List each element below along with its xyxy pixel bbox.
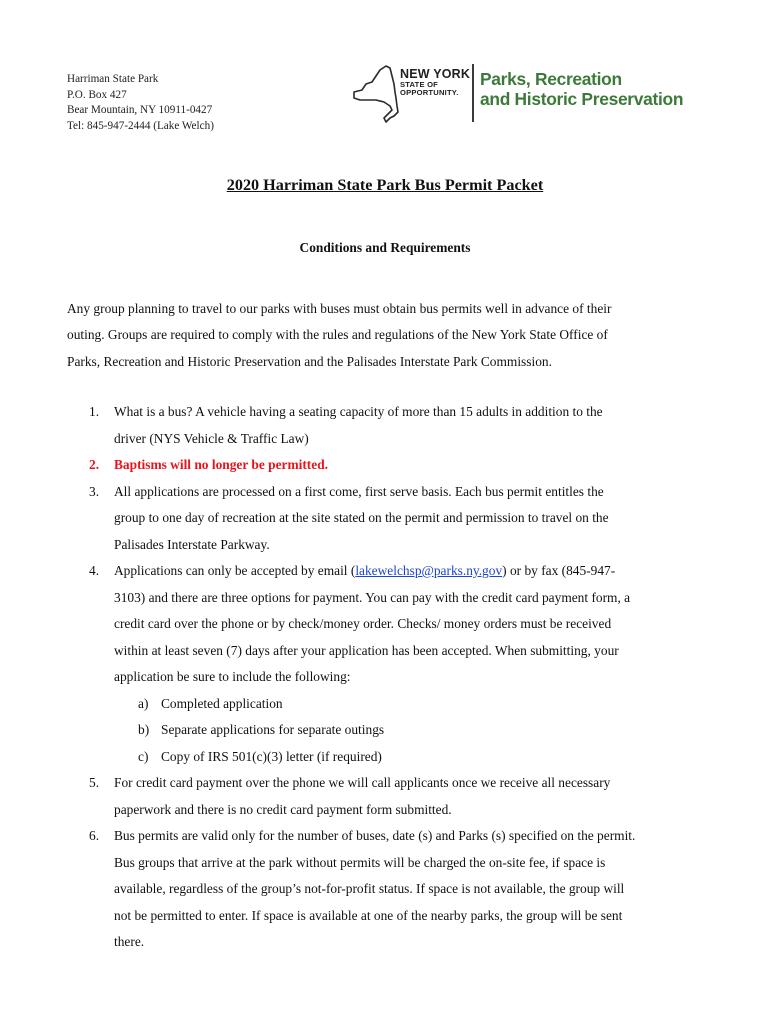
agency-name: [480, 69, 683, 109]
item-text: ) or by fax (845-947-: [502, 563, 616, 578]
item-line: available, regardless of the group’s not-for-profit status. If space is not available, the group will: [114, 881, 625, 896]
item-line: [114, 558, 717, 585]
intro-line: outing. Groups are required to comply with the rules and regulations of the New York State Office of: [67, 327, 608, 343]
intro-line: Parks, Recreation and Historic Preservation and the Palisades Interstate Park Commission.: [67, 353, 552, 369]
item-number: 6.: [89, 828, 100, 843]
sub-item-text: Separate applications for separate outings: [161, 722, 385, 737]
item-number: 3.: [89, 483, 100, 499]
sub-item-text: Completed application: [161, 695, 283, 711]
item-line: Bus groups that arrive at the park without permits will be charged the on-site fee, if space is: [114, 854, 606, 870]
park-address: [67, 72, 214, 134]
item-line: not be permitted to enter. If space is available at one of the nearby parks, the group will be sent: [114, 907, 623, 923]
item-line: 3103) and there are three options for payment. You can pay with the credit card payment form, a: [114, 589, 631, 605]
requirements-list: [67, 399, 717, 956]
address-po-box: P.O. Box 427: [67, 88, 127, 101]
agency-line-1: Parks, Recreation: [480, 69, 622, 89]
sub-item-text: Copy of IRS 501(c)(3) letter (if required): [161, 748, 382, 764]
item-number: 4.: [89, 563, 100, 578]
opportunity-label: OPPORTUNITY.: [400, 88, 459, 98]
item-number: 1.: [89, 404, 100, 419]
sub-item-letter: b): [138, 722, 150, 737]
list-item: [67, 823, 717, 956]
item-line: application be sure to include the following:: [114, 669, 351, 684]
address-city: Bear Mountain, NY 10911-0427: [67, 104, 213, 117]
intro-paragraph: [67, 296, 717, 375]
ny-state-map-icon: [352, 62, 400, 124]
sub-item-letter: a): [138, 695, 149, 711]
list-item: [67, 558, 717, 691]
item-line: Baptisms will no longer be permitted.: [114, 457, 329, 472]
item-line: credit card over the phone or by check/money order. Checks/ money orders must be received: [114, 616, 612, 631]
new-york-wordmark: [400, 68, 470, 98]
item-line: For credit card payment over the phone we will call applicants once we receive all necessary: [114, 775, 611, 790]
item-line: What is a bus? A vehicle having a seating capacity of more than 15 adults in addition to the: [114, 404, 603, 419]
list-item: [67, 770, 717, 823]
item-line: Palisades Interstate Parkway.: [114, 536, 270, 552]
sub-list-item: [67, 691, 717, 718]
item-line: driver (NYS Vehicle & Traffic Law): [114, 430, 309, 446]
ny-label: NEW YORK: [400, 67, 471, 81]
item-number: 2.: [89, 457, 100, 472]
address-name: Harriman State Park: [67, 73, 159, 85]
section-heading: Conditions and Requirements: [299, 240, 471, 255]
list-item: [67, 479, 717, 559]
item-line: paperwork and there is no credit card payment form submitted.: [114, 801, 452, 817]
item-line: All applications are processed on a first come, first serve basis. Each bus permit entitles the: [114, 483, 604, 499]
sub-item-letter: c): [138, 748, 149, 764]
sub-list-item: [67, 717, 717, 744]
item-line: Bus permits are valid only for the number of buses, date (s) and Parks (s) specified on the permit.: [114, 828, 636, 843]
item-number: 5.: [89, 775, 100, 790]
page-title: 2020 Harriman State Park Bus Permit Packet: [226, 176, 544, 194]
item-line: there.: [114, 934, 145, 949]
state-of-label: STATE OF: [400, 80, 439, 89]
address-phone: Tel: 845-947-2444 (Lake Welch): [67, 119, 214, 132]
email-link[interactable]: lakewelchsp@parks.ny.gov: [355, 563, 503, 578]
nys-parks-logo: [352, 62, 697, 130]
logo-divider: [472, 64, 474, 122]
item-line: group to one day of recreation at the site stated on the permit and permission to travel on the: [114, 510, 609, 525]
item-text: Applications can only be accepted by email (: [114, 563, 356, 578]
agency-line-2: and Historic Preservation: [480, 89, 684, 109]
sub-list-item: [67, 744, 717, 771]
item-line: within at least seven (7) days after your application has been accepted. When submitting, your: [114, 642, 619, 658]
intro-line: Any group planning to travel to our parks with buses must obtain bus permits well in advance of their: [67, 301, 612, 316]
list-item-baptisms: [67, 452, 717, 479]
list-item: [67, 399, 717, 452]
